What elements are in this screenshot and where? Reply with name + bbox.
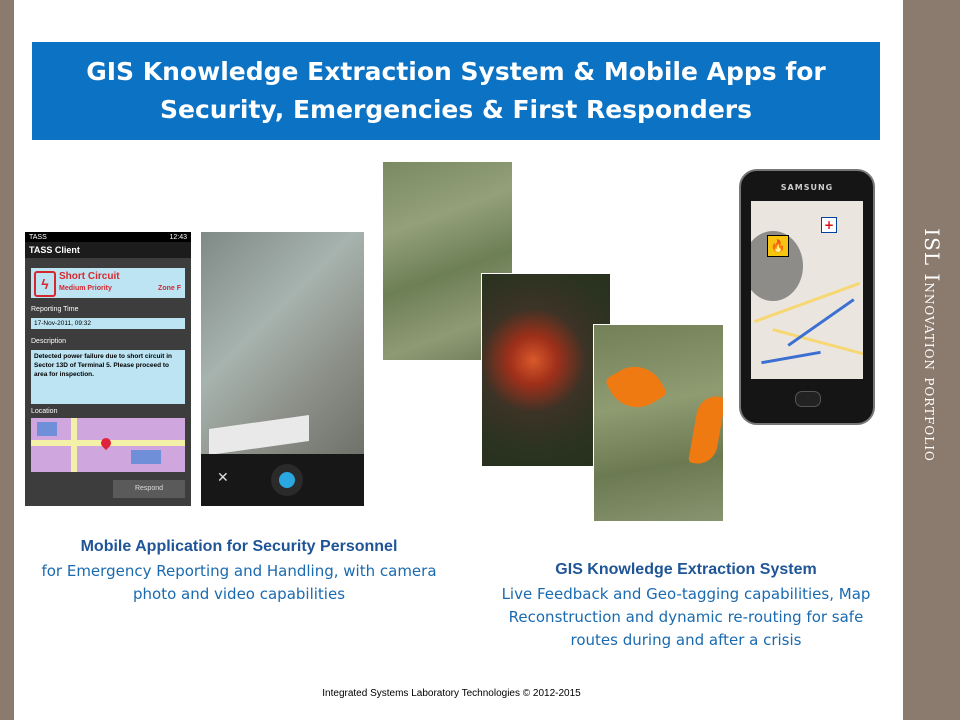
respond-button[interactable]: Respond (113, 480, 185, 498)
alert-title: Short Circuit (59, 271, 120, 282)
location-label: Location (31, 408, 58, 415)
shutter-button[interactable] (271, 464, 303, 496)
alert-card (31, 268, 185, 298)
caption-mobile-body-2: photo and video capabilities (132, 585, 346, 603)
tass-client-screenshot (25, 232, 191, 506)
camera-controls (201, 454, 364, 506)
camera-screenshot (201, 232, 364, 506)
status-time: 12:43 (169, 233, 187, 241)
hazard-overlay (604, 356, 668, 418)
caption-gis-body-1: Live Feedback and Geo-tagging capabilities, Map (501, 585, 871, 603)
alert-zone: Zone F (158, 285, 181, 292)
lightning-icon: ϟ (34, 271, 56, 297)
location-map (31, 418, 185, 472)
caption-mobile-app (14, 538, 464, 606)
map-screen (751, 201, 863, 379)
caption-mobile-title: Mobile Application for Security Personnel (80, 538, 398, 555)
caption-gis-title: GIS Knowledge Extraction System (555, 561, 817, 578)
caption-gis (466, 561, 906, 652)
reporting-time-field: 17-Nov-2011, 09:32 (31, 318, 185, 329)
map-road (71, 418, 77, 472)
hazard-overlay (688, 393, 724, 466)
status-bar (25, 232, 191, 242)
close-icon[interactable]: ✕ (217, 470, 229, 486)
reporting-time-label: Reporting Time (31, 306, 79, 313)
description-field: Detected power failure due to short circuit in Sector 13D of Terminal 5. Please proceed to area for inspection. (31, 350, 185, 404)
samsung-phone (739, 169, 875, 425)
footer-copyright: Integrated Systems Laboratory Technologies © 2012-2015 (322, 688, 581, 699)
alert-priority: Medium Priority (59, 285, 112, 292)
caption-gis-body-3: routes during and after a crisis (570, 631, 802, 649)
slide-title (86, 53, 826, 129)
status-carrier: TASS (29, 233, 47, 241)
sidebar-label (920, 228, 944, 462)
location-pin-icon (99, 436, 113, 450)
description-label: Description (31, 338, 67, 345)
phone-brand: SAMSUNG (780, 183, 834, 192)
fire-hazard-icon: 🔥 (767, 235, 789, 257)
sidebar-label-initial: ISL I (920, 228, 944, 283)
caption-mobile-body-1: for Emergency Reporting and Handling, with camera (41, 562, 437, 580)
title-line-2: Security, Emergencies & First Responders (159, 95, 752, 124)
medical-icon: + (821, 217, 837, 233)
caption-gis-body-2: Reconstruction and dynamic re-routing for safe (508, 608, 864, 626)
title-line-1: GIS Knowledge Extraction System & Mobile Apps for (86, 57, 826, 86)
app-title-bar: TASS Client (25, 242, 191, 258)
title-banner (32, 42, 880, 140)
aerial-photo-reconstruction (593, 324, 724, 522)
map-building (37, 422, 57, 436)
route-line (761, 351, 821, 364)
map-building (131, 450, 161, 464)
aerial-photo-fire (481, 273, 611, 467)
home-button (795, 391, 821, 407)
sidebar-label-rest: nnovation portfolio (920, 282, 940, 462)
